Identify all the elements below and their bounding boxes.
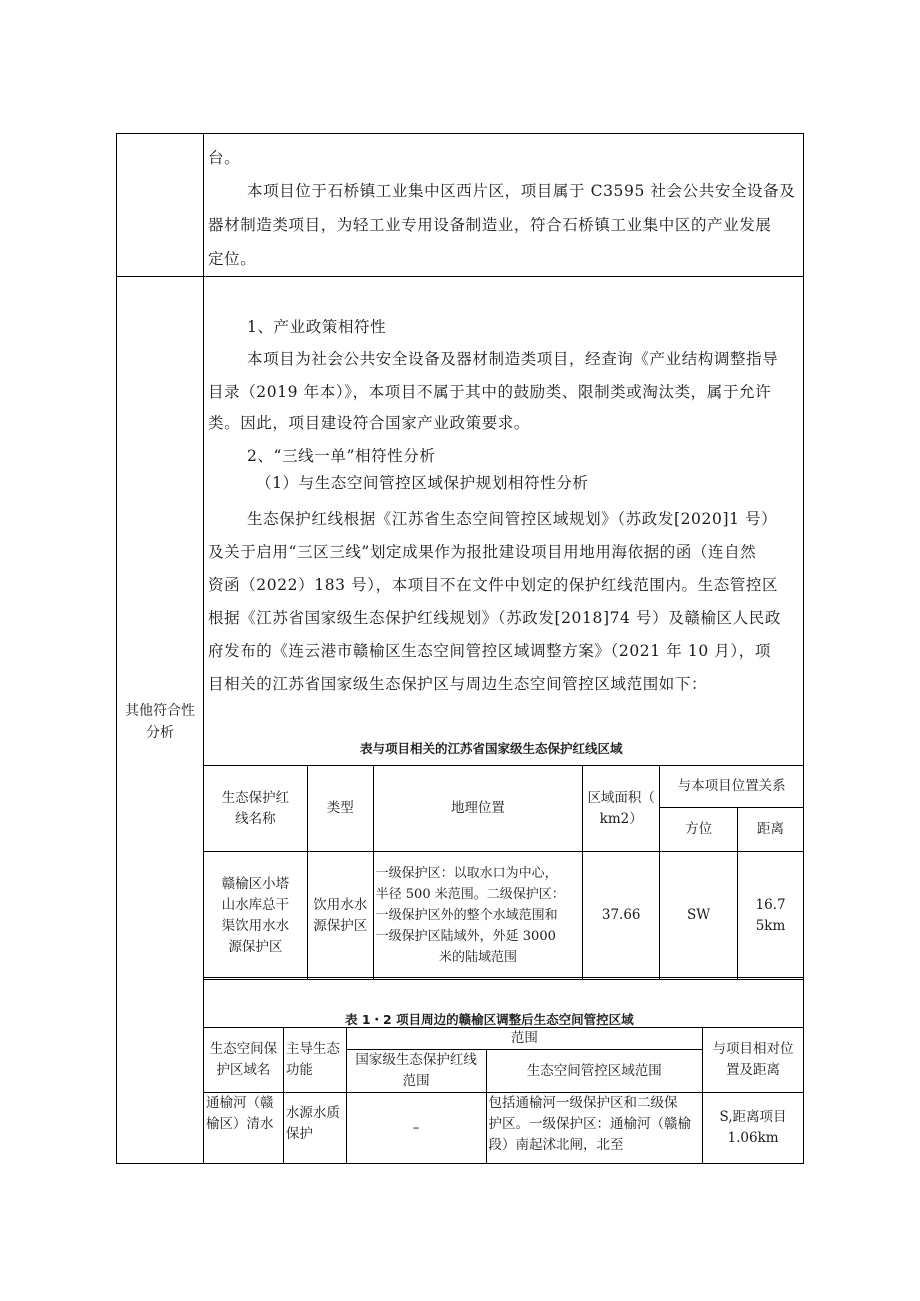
heading-three-lines: 2、“三线一单”相符性分析: [247, 447, 436, 465]
t1-row-distance: 16.7 5km: [738, 852, 804, 980]
t1-row-area: 37.66: [583, 852, 660, 980]
top-para-line-1: 本项目位于石桥镇工业集中区西片区，项目属于 C3595 社会公共安全设备及: [247, 182, 796, 200]
t1-header-direction: 方位: [660, 808, 738, 852]
top-para-line-2: 器材制造类项目，为轻工业专用设备制造业，符合石桥镇工业集中区的产业发展: [208, 216, 772, 234]
p2-line-2: 及关于启用“三区三线”划定成果作为报批建设项目用地用海依据的函（连自然: [208, 543, 757, 561]
section-label-line-1: 其他符合性: [125, 703, 195, 719]
t2-row-function: 水源水质 保护: [283, 1093, 346, 1164]
frame-divider: [116, 276, 804, 277]
table2-caption: 表 1・2 项目周边的赣榆区调整后生态空间管控区域: [345, 1012, 634, 1027]
t2-row-relation: S,距离项目 1.06km: [703, 1093, 804, 1164]
top-para-line-3: 定位。: [208, 250, 257, 268]
p2-line-3: 资函（2022）183 号），本项目不在文件中划定的保护红线范围内。生态管控区: [208, 576, 779, 594]
t2-header-name: 生态空间保 护区域名: [204, 1028, 284, 1093]
t2-header-scope: 范围: [346, 1028, 702, 1050]
frame-right: [803, 133, 804, 1164]
section-label: [117, 700, 203, 744]
t2-header-function: 主导生态 功能: [283, 1028, 346, 1093]
t1-row-direction: SW: [660, 852, 738, 980]
frame-top: [116, 133, 804, 134]
p2-line-4: 根据《江苏省国家级生态保护红线规划》（苏政发[2018]74 号）及赣榆区人民政: [208, 609, 781, 627]
heading-eco-space: （1）与生态空间管控区域保护规划相符性分析: [256, 474, 589, 492]
p2-line-6: 目相关的江苏省国家级生态保护区与周边生态空间管控区域范围如下：: [208, 675, 708, 693]
heading-industrial-policy: 1、产业政策相符性: [247, 318, 387, 336]
top-cont-line: 台。: [208, 149, 241, 167]
t2-header-relation: 与项目相对位 置及距离: [703, 1028, 804, 1093]
p1-line-1: 本项目为社会公共安全设备及器材制造类项目，经查询《产业结构调整指导: [247, 350, 779, 368]
t1-header-distance: 距离: [738, 808, 804, 852]
table2-top-line: [203, 977, 804, 978]
p2-line-1: 生态保护红线根据《江苏省生态空间管控区域规划》（苏政发[2020]1 号）: [247, 510, 778, 528]
t1-row-type: 饮用水水 源保护区: [307, 852, 373, 980]
t1-header-area: 区域面积（ km2）: [583, 766, 660, 852]
t1-row-location: 一级保护区：以取水口为中心， 半径 500 米范围。二级保护区： 一级保护区外的整个水域范围和 一级保护区陆域外，外延 3000 米的陆域范围: [373, 852, 583, 980]
p1-line-3: 类。因此，项目建设符合国家产业政策要求。: [208, 414, 531, 432]
t1-header-type: 类型: [307, 766, 373, 852]
p1-line-2: 目录（2019 年本）》，本项目不属于其中的鼓励类、限制类或淘汰类，属于允许: [208, 383, 772, 401]
t1-row-name: 赣榆区小塔 山水库总干 渠饮用水水 源保护区: [204, 852, 308, 980]
t2-row-name: 通榆河（赣 榆区）清水: [204, 1093, 284, 1164]
frame-left: [116, 133, 117, 1164]
table1-caption: 表与项目相关的江苏省国家级生态保护红线区域: [360, 741, 623, 756]
t2-row-national: –: [346, 1093, 486, 1164]
t2-header-national: 国家级生态保护红线 范围: [346, 1050, 486, 1093]
t1-header-relation: 与本项目位置关系: [660, 766, 804, 808]
t2-header-control: 生态空间管控区域范围: [486, 1050, 703, 1093]
table1: [203, 765, 804, 980]
t2-row-control: 包括通榆河一级保护区和二级保 护区。一级保护区：通榆河（赣榆 段）南起沭北闸，北至: [486, 1093, 703, 1164]
p2-line-5: 府发布的《连云港市赣榆区生态空间管控区域调整方案》（2021 年 10 月），项: [208, 642, 771, 660]
table2: [203, 1027, 804, 1164]
section-label-line-2: 分析: [146, 725, 174, 741]
frame-col-divider: [203, 133, 204, 1164]
t1-header-name: 生态保护红 线名称: [204, 766, 308, 852]
t1-header-location: 地理位置: [373, 766, 583, 852]
